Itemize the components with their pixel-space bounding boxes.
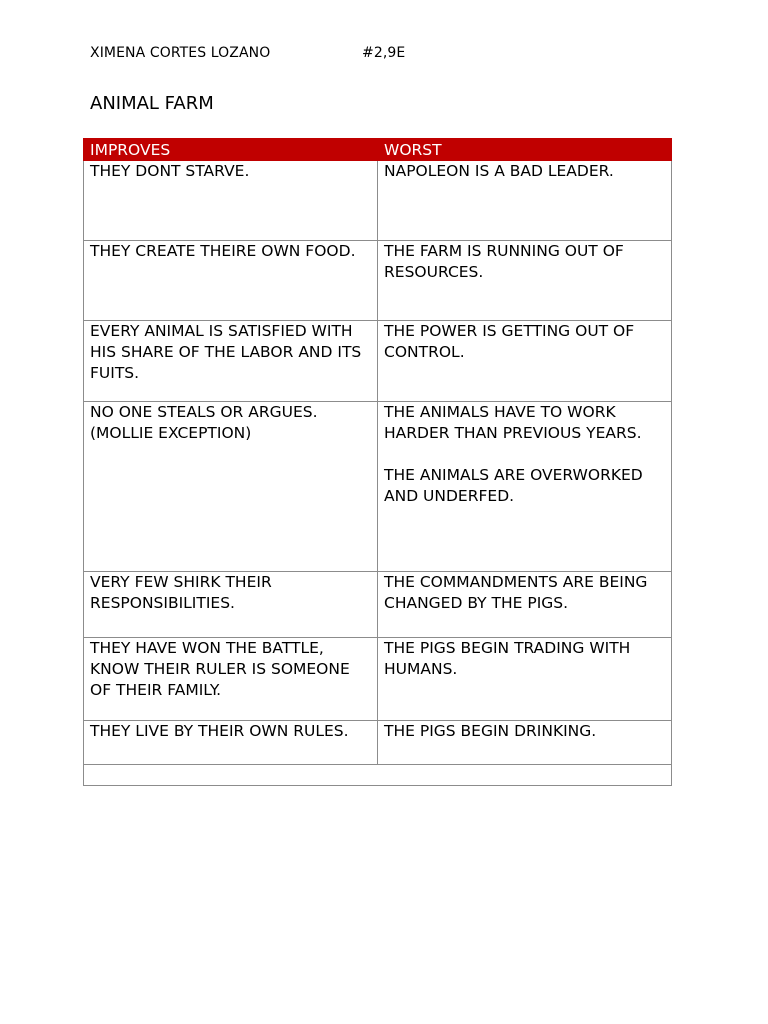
table-row — [84, 572, 672, 638]
cell-text: THE ANIMALS HAVE TO WORK HARDER THAN PREVIOUS YEARS. THE ANIMALS ARE OVERWORKED AND UNDERFED. — [384, 403, 643, 505]
table-cell-worst — [378, 572, 672, 638]
cell-text: NO ONE STEALS OR ARGUES. (MOLLIE EXCEPTION) — [90, 403, 318, 442]
column-header-improves: IMPROVES — [84, 139, 378, 161]
table-row — [84, 402, 672, 572]
cell-text: THEY CREATE THEIRE OWN FOOD. — [90, 242, 356, 260]
cell-text: THE PIGS BEGIN TRADING WITH HUMANS. — [384, 639, 631, 678]
table-row-empty — [84, 765, 672, 786]
document-title: ANIMAL FARM — [90, 93, 214, 114]
table-cell-improves — [84, 572, 378, 638]
table-row — [84, 241, 672, 321]
cell-text: THEY LIVE BY THEIR OWN RULES. — [90, 722, 349, 740]
table-cell-improves — [84, 161, 378, 241]
table-cell-worst — [378, 638, 672, 721]
table-cell-improves — [84, 321, 378, 402]
document-header — [90, 45, 406, 61]
table-cell-worst — [378, 161, 672, 241]
cell-text: THEY DONT STARVE. — [90, 162, 250, 180]
cell-text: VERY FEW SHIRK THEIR RESPONSIBILITIES. — [90, 573, 272, 612]
cell-text: THE FARM IS RUNNING OUT OF RESOURCES. — [384, 242, 624, 281]
student-id: #2,9E — [362, 45, 406, 61]
cell-text: THE COMMANDMENTS ARE BEING CHANGED BY THE PIGS. — [384, 573, 648, 612]
table-cell-worst — [378, 321, 672, 402]
table-cell-improves — [84, 721, 378, 765]
table-row — [84, 321, 672, 402]
table-cell-worst — [378, 721, 672, 765]
cell-text: THE POWER IS GETTING OUT OF CONTROL. — [384, 322, 635, 361]
cell-text: EVERY ANIMAL IS SATISFIED WITH HIS SHARE OF THE LABOR AND ITS FUITS. — [90, 322, 362, 382]
cell-text: THE PIGS BEGIN DRINKING. — [384, 722, 597, 740]
student-name: XIMENA CORTES LOZANO — [90, 45, 271, 61]
cell-text: NAPOLEON IS A BAD LEADER. — [384, 162, 614, 180]
table-cell-improves — [84, 638, 378, 721]
table-row — [84, 721, 672, 765]
table-cell-improves — [84, 241, 378, 321]
table-row — [84, 638, 672, 721]
table-cell-improves — [84, 402, 378, 572]
table-cell-worst — [378, 241, 672, 321]
table-cell-empty — [84, 765, 672, 786]
table-row — [84, 161, 672, 241]
table-cell-worst — [378, 402, 672, 572]
comparison-table — [83, 138, 672, 786]
column-header-worst: WORST — [378, 139, 672, 161]
cell-text: THEY HAVE WON THE BATTLE, KNOW THEIR RULER IS SOMEONE OF THEIR FAMILY. — [90, 639, 350, 699]
table-header-row — [84, 139, 672, 161]
